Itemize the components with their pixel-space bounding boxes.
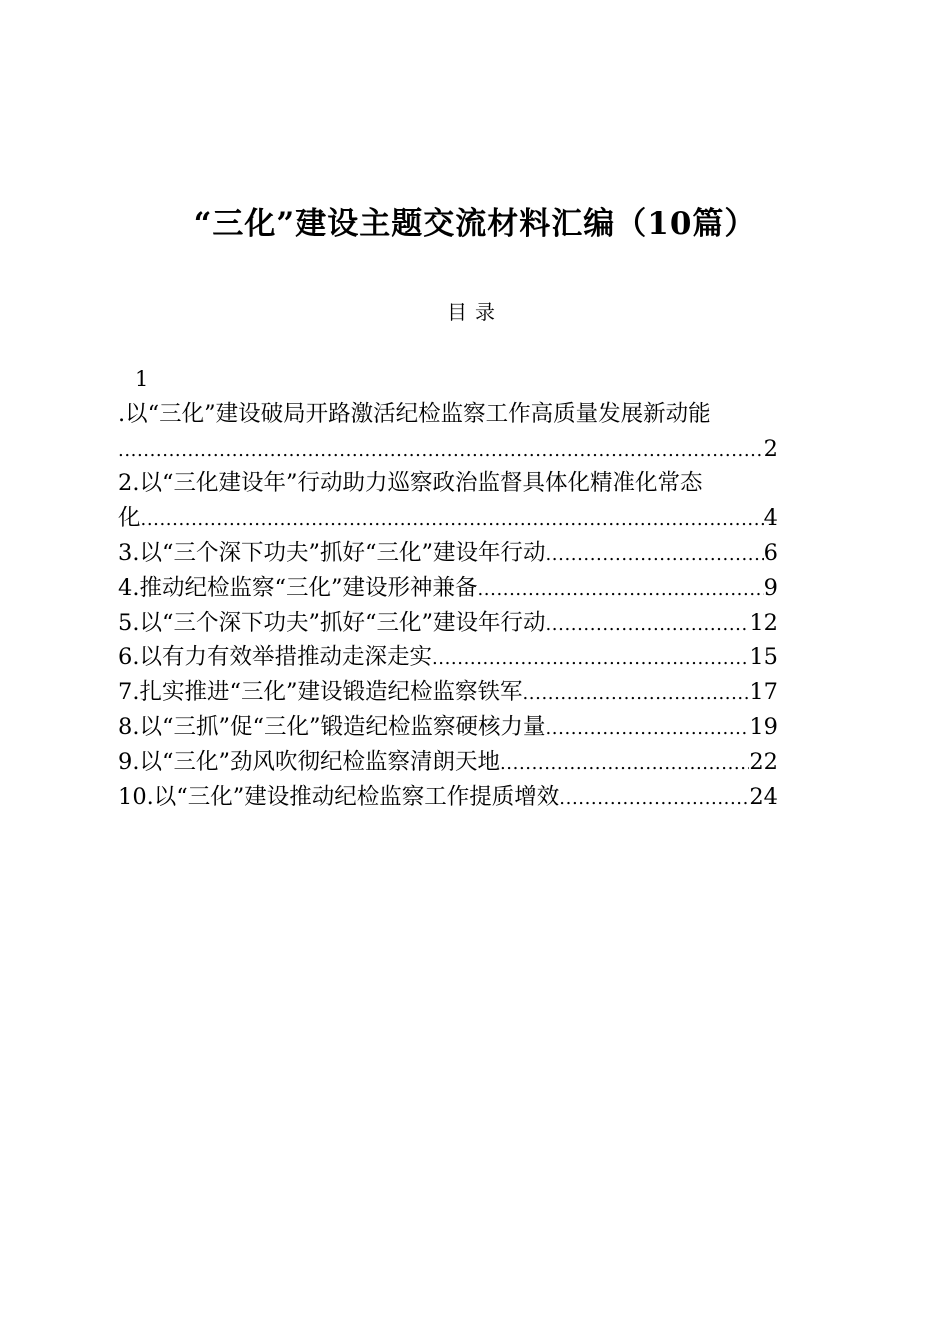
document-title: “三化”建设主题交流材料汇编（10篇） [193,206,757,242]
toc-entry-8[interactable]: 8.以“三抓”促“三化”锻造纪检监察硬核力量 ..... 19 [118,710,778,745]
toc-entry-9[interactable]: 9.以“三化”劲风吹彻纪检监察清朗天地 ..... 22 [118,745,778,780]
toc-page-number: 2 [763,435,778,462]
dot-leader [545,608,749,643]
toc-page-number: 12 [749,609,778,636]
toc-page-number: 17 [749,679,778,706]
toc-entry-1-number[interactable]: 1 [135,367,149,391]
toc-entry-10[interactable]: 10.以“三化”建设推动纪检监察工作提质增效 ..... 24 [118,780,778,815]
toc-entry-6[interactable]: 6.以有力有效举措推动走深走实 ..... 15 [118,640,778,675]
toc-page-number: 19 [749,713,778,740]
toc-page-number: 6 [763,539,778,566]
toc-page-number: 22 [749,748,778,775]
toc-entry-2-text[interactable]: 2.以“三化建设年”行动助力巡察政治监督具体化精准化常态 [118,470,703,497]
toc-entry-3[interactable]: 3.以“三个深下功夫”抓好“三化”建设年行动 ..... 6 [118,536,778,571]
toc-entry-5[interactable]: 5.以“三个深下功夫”抓好“三化”建设年行动 ..... 12 [118,606,778,641]
dot-leader [118,434,764,469]
toc-page-number: 15 [749,644,778,671]
toc-entry-7[interactable]: 7.扎实推进“三化”建设锻造纪检监察铁军 ..... 17 [118,675,778,710]
dot-leader [545,712,749,747]
dot-leader [559,782,749,817]
dot-leader [477,573,763,608]
toc-page-number: 9 [763,574,778,601]
table-of-contents [118,362,826,814]
dot-leader [500,747,749,782]
toc-entry-4[interactable]: 4.推动纪检监察“三化”建设形神兼备 ..... 9 [118,571,778,606]
dot-leader [522,677,749,712]
toc-page-number: 4 [763,505,778,532]
dot-leader [141,503,764,538]
toc-heading: 目录 [447,300,503,324]
toc-entry-2-leader[interactable]: 化 ..... 4 [118,501,778,536]
toc-page-number: 24 [749,783,778,810]
dot-leader [432,642,749,677]
toc-entry-1-leader[interactable] [118,432,778,467]
dot-leader [545,538,763,573]
toc-entry-1-text[interactable]: .以“三化”建设破局开路激活纪检监察工作高质量发展新动能 [118,400,711,427]
